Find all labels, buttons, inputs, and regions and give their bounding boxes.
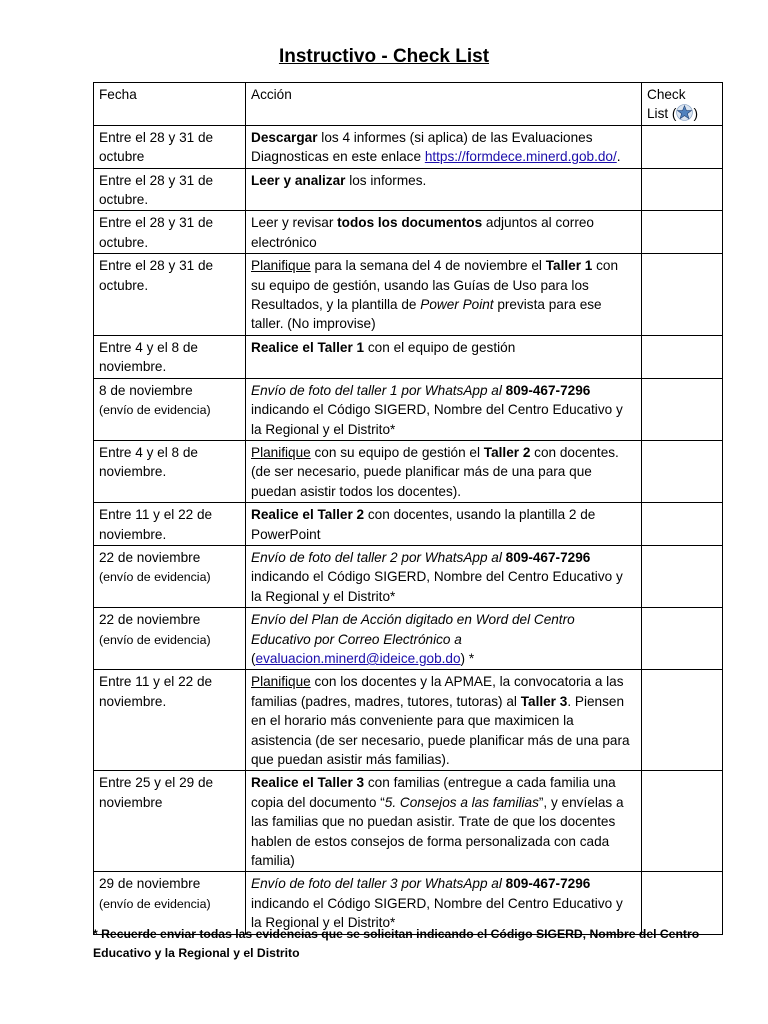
accion-text: adjuntos al correo electrónico	[251, 215, 594, 250]
accion-cell	[246, 608, 642, 670]
header-check-line1: Check	[647, 87, 686, 102]
header-fecha: Fecha	[94, 83, 246, 126]
accion-cell	[246, 125, 642, 168]
accion-text: con los docentes y la APMAE, la convocatoria a las familias (padres, madres, tutores, tutoras) al	[251, 674, 624, 709]
fecha-cell	[94, 545, 246, 607]
accion-text: Taller 2	[483, 444, 531, 460]
accion-text: prevista para ese taller. (No improvise)	[251, 297, 602, 332]
fecha-cell	[94, 335, 246, 378]
evidence-note: (envío de evidencia)	[99, 896, 211, 911]
accion-text: 809-467-7296	[505, 382, 591, 398]
accion-text: Envío de foto del taller 3 por WhatsApp al	[251, 876, 506, 892]
accion-text: con docentes, usando la plantilla 2 de PowerPoint	[251, 507, 596, 542]
accion-cell	[246, 503, 642, 546]
table-row	[94, 254, 723, 336]
accion-text: 809-467-7296	[505, 876, 591, 892]
check-cell[interactable]	[642, 254, 723, 336]
evidence-note: (envío de evidencia)	[99, 632, 211, 647]
check-cell[interactable]	[642, 608, 723, 670]
fecha-cell	[94, 503, 246, 546]
accion-link[interactable]: https://formdece.minerd.gob.do/	[424, 149, 617, 165]
accion-cell	[246, 335, 642, 378]
document-title: Instructivo - Check List	[278, 46, 490, 67]
check-cell[interactable]	[642, 335, 723, 378]
fecha-text: Entre 11 y el 22 de noviembre.	[99, 507, 213, 542]
accion-text: ”, y envíelas a las familias que no puedan asistir. Trate de que los docentes hablen de estos consejos de forma personalizada con cada familia)	[251, 794, 624, 869]
table-row	[94, 440, 723, 502]
fecha-cell	[94, 670, 246, 771]
accion-text: .	[616, 149, 621, 165]
check-cell[interactable]	[642, 670, 723, 771]
accion-text: Planifique	[251, 258, 311, 274]
header-check-close: )	[693, 106, 698, 122]
accion-text: Taller 1	[545, 258, 593, 274]
accion-text: Envío del Plan de Acción digitado en Word del Centro Educativo por Correo Electrónico a	[251, 612, 575, 647]
header-accion: Acción	[246, 83, 642, 126]
footnote: * Recuerde enviar todas las evidencias que se solicitan indicando el Código SIGERD, Nombre del Centro Educativo y la Regional y el Distrito	[93, 927, 700, 960]
check-cell[interactable]	[642, 503, 723, 546]
fecha-text: 22 de noviembre	[99, 612, 201, 628]
accion-text: indicando el Código SIGERD, Nombre del Centro Educativo y la Regional y el Distrito*	[251, 895, 623, 931]
fecha-cell	[94, 378, 246, 440]
fecha-text: 8 de noviembre	[99, 382, 193, 398]
accion-text: con familias (entregue a cada familia una copia del documento “	[251, 775, 616, 810]
table-row	[94, 125, 723, 168]
check-cell[interactable]	[642, 168, 723, 211]
table-header-row	[94, 83, 723, 126]
fecha-text: 22 de noviembre	[99, 549, 201, 565]
fecha-text: Entre 4 y el 8 de noviembre.	[99, 339, 198, 375]
fecha-cell	[94, 211, 246, 254]
check-cell[interactable]	[642, 771, 723, 872]
accion-cell	[246, 254, 642, 336]
accion-text: Planifique	[251, 444, 311, 460]
accion-text: los 4 informes (si aplica) de las Evaluaciones Diagnosticas en este enlace	[251, 129, 593, 165]
table-row	[94, 771, 723, 872]
accion-text: 809-467-7296	[505, 549, 591, 565]
accion-link[interactable]: evaluacion.minerd@ideice.gob.do	[255, 650, 461, 666]
table-row	[94, 670, 723, 771]
accion-text: 5. Consejos a las familias	[384, 794, 539, 810]
accion-text: Descargar	[251, 129, 318, 145]
fecha-cell	[94, 168, 246, 211]
accion-text: con su equipo de gestión, usando las Guías de Uso para los Resultados, y la plantilla de	[251, 258, 619, 313]
fecha-text: Entre el 28 y 31 de octubre.	[99, 215, 214, 250]
accion-text: Realice el Taller 3	[251, 775, 365, 791]
accion-text: Envío de foto del taller 1 por WhatsApp al	[251, 382, 506, 398]
fecha-cell	[94, 125, 246, 168]
table-row	[94, 211, 723, 254]
fecha-cell	[94, 608, 246, 670]
accion-text: indicando el Código SIGERD, Nombre del Centro Educativo y la Regional y el Distrito*	[251, 402, 623, 437]
fecha-text: Entre el 28 y 31 de octubre.	[99, 258, 214, 293]
fecha-text: Entre el 28 y 31 de octubre.	[99, 172, 214, 208]
accion-cell	[246, 545, 642, 607]
accion-text: (	[251, 650, 256, 666]
accion-text: . Piensen en el horario más conveniente para que maximicen la asistencia (de ser necesario, puede planificar más de una para que puedan asistir más familias).	[251, 693, 630, 767]
check-cell[interactable]	[642, 378, 723, 440]
accion-text: Realice el Taller 1	[251, 339, 365, 355]
accion-text: Power Point	[420, 297, 494, 313]
fecha-text: Entre 11 y el 22 de noviembre.	[99, 674, 213, 709]
check-cell[interactable]	[642, 125, 723, 168]
accion-cell	[246, 440, 642, 502]
table-row	[94, 503, 723, 546]
accion-cell	[246, 378, 642, 440]
fecha-text: Entre el 28 y 31 de octubre	[99, 129, 214, 165]
accion-text: Taller 3	[520, 693, 568, 709]
accion-cell	[246, 670, 642, 771]
accion-text: Realice el Taller 2	[251, 507, 365, 523]
accion-text: Envío de foto del taller 2 por WhatsApp al	[251, 549, 506, 565]
star-icon	[676, 104, 693, 121]
accion-text: con docentes. (de ser necesario, puede planificar más de una para que puedan asistir todos los docentes).	[251, 444, 619, 499]
check-cell[interactable]	[642, 545, 723, 607]
fecha-text: 29 de noviembre	[99, 876, 201, 892]
fecha-cell	[94, 254, 246, 336]
checklist-table	[93, 82, 723, 935]
accion-text: con el equipo de gestión	[364, 339, 516, 355]
fecha-cell	[94, 440, 246, 502]
accion-text: Leer y analizar	[251, 172, 346, 188]
fecha-text: Entre 25 y el 29 de noviembre	[99, 775, 214, 810]
accion-cell	[246, 168, 642, 211]
table-row	[94, 335, 723, 378]
accion-cell	[246, 211, 642, 254]
fecha-cell	[94, 771, 246, 872]
accion-text: indicando el Código SIGERD, Nombre del Centro Educativo y la Regional y el Distrito*	[251, 569, 623, 604]
accion-text: todos los documentos	[337, 215, 483, 231]
check-cell[interactable]	[642, 440, 723, 502]
accion-text: para la semana del 4 de noviembre el	[310, 258, 546, 274]
evidence-note: (envío de evidencia)	[99, 403, 211, 418]
table-row	[94, 608, 723, 670]
accion-cell	[246, 771, 642, 872]
header-check-line2: List (	[647, 106, 677, 122]
table-row	[94, 168, 723, 211]
evidence-note: (envío de evidencia)	[99, 570, 211, 585]
check-cell[interactable]	[642, 211, 723, 254]
fecha-text: Entre 4 y el 8 de noviembre.	[99, 444, 198, 480]
accion-text: ) *	[460, 650, 475, 666]
table-row	[94, 378, 723, 440]
header-check-list	[642, 83, 723, 126]
accion-text: Leer y revisar	[251, 215, 338, 231]
accion-text: los informes.	[345, 172, 427, 188]
accion-text: con su equipo de gestión el	[310, 444, 484, 460]
accion-text: Planifique	[251, 674, 311, 690]
table-row	[94, 545, 723, 607]
